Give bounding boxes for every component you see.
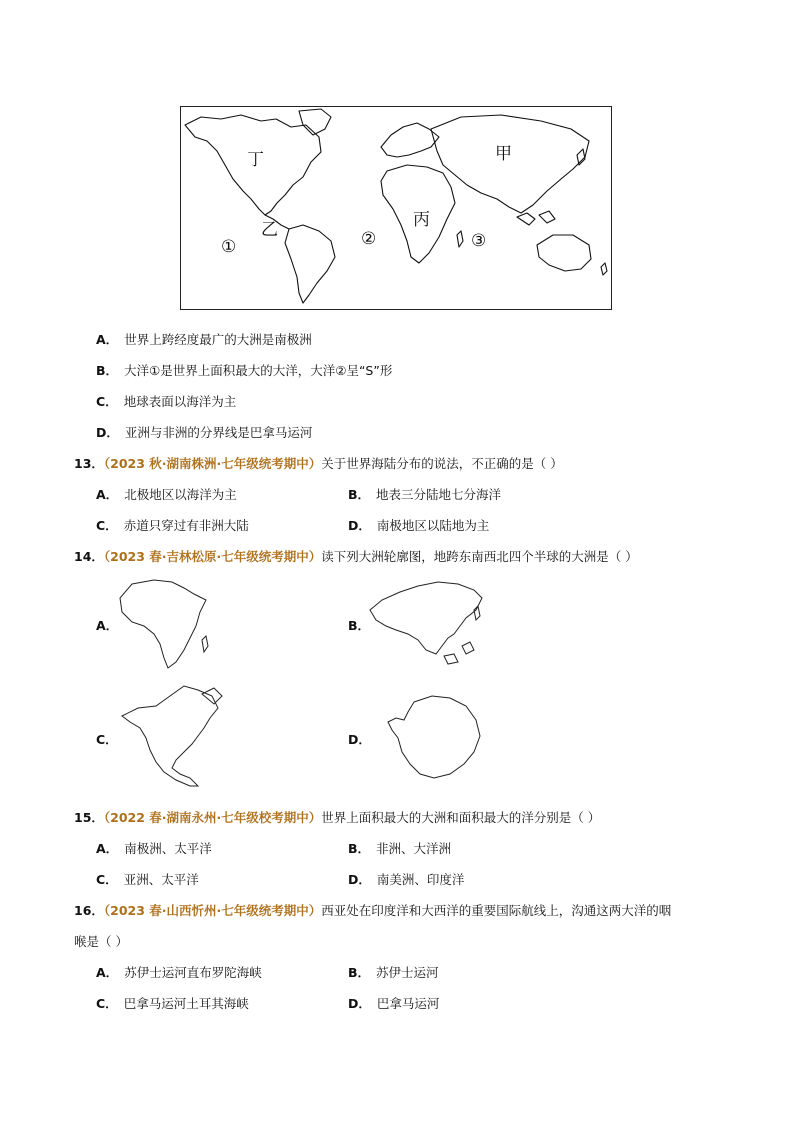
option-text: 世界上跨经度最广的大洲是南极洲: [124, 332, 312, 347]
map-label-ding: 丁: [247, 150, 264, 170]
q15-option-d: [348, 871, 464, 889]
option-text: 赤道只穿过有非洲大陆: [123, 518, 249, 533]
option-letter: C．: [96, 518, 118, 533]
question-number: 13．: [74, 456, 104, 471]
q16-stem: [74, 902, 671, 920]
world-map-outline-icon: [181, 107, 611, 309]
q16-option-d: [348, 995, 439, 1013]
option-letter: B．: [348, 487, 371, 502]
q12-option-b: [96, 362, 392, 380]
question-text: 读下列大洲轮廓图，地跨东南西北四个半球的大洲是（ ）: [321, 549, 638, 564]
map-label-ocean-2: ②: [361, 229, 377, 249]
option-text: 北极地区以海洋为主: [124, 487, 237, 502]
map-label-jia: 甲: [495, 144, 512, 164]
option-letter: D．: [348, 518, 371, 533]
q13-option-b: [348, 486, 501, 504]
option-text: 巴拿马运河土耳其海峡: [123, 996, 249, 1011]
question-source: （2022 春·湖南永州·七年级校考期中）: [103, 810, 322, 825]
option-text: 亚洲、太平洋: [123, 872, 199, 887]
q14-option-d-letter: [348, 731, 377, 749]
option-letter: B．: [96, 363, 119, 378]
question-text: 关于世界海陆分布的说法，不正确的是（ ）: [321, 456, 563, 471]
q13-option-c: [96, 517, 249, 535]
world-map-figure: [180, 106, 612, 310]
option-text: 非洲、大洋洲: [376, 841, 452, 856]
option-text: 地表三分陆地七分海洋: [376, 487, 502, 502]
option-text: 苏伊士运河: [376, 965, 439, 980]
option-letter: A．: [96, 965, 119, 980]
option-letter: D．: [348, 732, 371, 747]
option-letter: C．: [96, 732, 118, 747]
africa-outline-icon: [114, 578, 214, 670]
question-number: 14．: [74, 549, 104, 564]
question-source: （2023 秋·湖南株洲·七年级统考期中）: [103, 456, 322, 471]
q16-stem-continued: [74, 933, 128, 951]
q16-option-c: [96, 995, 249, 1013]
option-text: 地球表面以海洋为主: [123, 394, 237, 409]
q12-option-a: [96, 331, 312, 349]
map-label-ocean-1: ①: [221, 237, 237, 257]
option-letter: D．: [348, 996, 371, 1011]
option-letter: C．: [96, 872, 118, 887]
question-source: （2023 春·吉林松原·七年级统考期中）: [103, 549, 322, 564]
option-letter: A．: [96, 618, 119, 633]
option-text: 苏伊士运河直布罗陀海峡: [124, 965, 262, 980]
q13-option-a: [96, 486, 237, 504]
q12-option-c: [96, 393, 236, 411]
map-label-ocean-3: ③: [471, 231, 487, 251]
option-letter: B．: [348, 841, 371, 856]
option-text: 南极洲、太平洋: [124, 841, 212, 856]
q14-stem: [74, 548, 638, 566]
option-letter: A．: [96, 841, 119, 856]
question-number: 15．: [74, 810, 104, 825]
asia-outline-icon: [366, 576, 486, 668]
option-text: 亚洲与非洲的分界线是巴拿马运河: [124, 425, 313, 440]
option-letter: A．: [96, 332, 119, 347]
q15-stem: [74, 809, 600, 827]
option-text: 南极地区以陆地为主: [376, 518, 490, 533]
q15-option-b: [348, 840, 451, 858]
option-letter: B．: [348, 965, 371, 980]
question-text: 西亚处在印度洋和大西洋的重要国际航线上，沟通这两大洋的咽: [321, 903, 672, 918]
question-text: 世界上面积最大的大洲和面积最大的洋分别是（ ）: [321, 810, 601, 825]
question-source: （2023 春·山西忻州·七年级统考期中）: [103, 903, 322, 918]
option-text: 巴拿马运河: [376, 996, 440, 1011]
q13-stem: [74, 455, 563, 473]
option-letter: D．: [96, 425, 119, 440]
q13-option-d: [348, 517, 489, 535]
map-label-bing: 丙: [413, 210, 430, 230]
question-number: 16．: [74, 903, 104, 918]
q15-option-c: [96, 871, 199, 889]
q15-option-a: [96, 840, 212, 858]
option-text: 南美洲、印度洋: [376, 872, 465, 887]
option-letter: D．: [348, 872, 371, 887]
option-letter: B．: [348, 618, 371, 633]
option-letter: C．: [96, 394, 118, 409]
option-letter: C．: [96, 996, 118, 1011]
antarctica-outline-icon: [384, 690, 484, 782]
question-text-continued: 喉是（ ）: [74, 934, 128, 949]
option-letter: A．: [96, 487, 119, 502]
q12-option-d: [96, 424, 312, 442]
map-label-yi: 乙: [261, 220, 278, 240]
north-america-outline-icon: [118, 682, 228, 790]
q16-option-a: [96, 964, 262, 982]
q16-option-b: [348, 964, 439, 982]
option-text: 大洋①是世界上面积最大的大洋，大洋②呈“S”形: [124, 363, 393, 378]
